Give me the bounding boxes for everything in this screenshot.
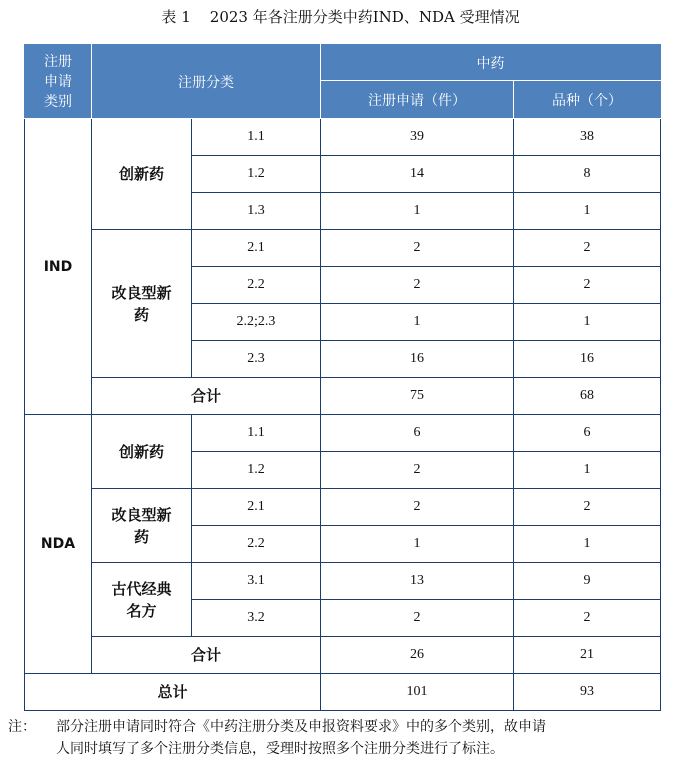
- apps-cell: 1: [321, 193, 514, 230]
- varieties-cell: 16: [514, 341, 661, 378]
- varieties-cell: 2: [514, 230, 661, 267]
- varieties-cell: 1: [514, 193, 661, 230]
- subtotal-row: [25, 378, 661, 415]
- apps-cell: 2: [321, 230, 514, 267]
- category-nda: NDA: [25, 415, 92, 674]
- apps-cell: 2: [321, 489, 514, 526]
- subtotal-label: 合计: [92, 378, 321, 415]
- code-cell: 1.1: [192, 415, 321, 452]
- subtotal-apps: 26: [321, 637, 514, 674]
- varieties-cell: 2: [514, 600, 661, 637]
- varieties-cell: 38: [514, 119, 661, 156]
- table-row: [25, 415, 661, 452]
- total-apps: 101: [321, 674, 514, 711]
- apps-cell: 14: [321, 156, 514, 193]
- code-cell: 3.2: [192, 600, 321, 637]
- code-cell: 2.2: [192, 267, 321, 304]
- table-row: [25, 119, 661, 156]
- code-cell: 1.3: [192, 193, 321, 230]
- varieties-cell: 8: [514, 156, 661, 193]
- subtotal-label: 合计: [92, 637, 321, 674]
- total-varieties: 93: [514, 674, 661, 711]
- group-innovative: 创新药: [92, 119, 192, 230]
- code-cell: 2.3: [192, 341, 321, 378]
- group-innovative: 创新药: [92, 415, 192, 489]
- code-cell: 1.2: [192, 156, 321, 193]
- footnote-label: 注：: [8, 719, 36, 735]
- subtotal-varieties: 68: [514, 378, 661, 415]
- apps-cell: 2: [321, 452, 514, 489]
- varieties-cell: 9: [514, 563, 661, 600]
- code-cell: 2.1: [192, 230, 321, 267]
- group-classic-formula: 古代经典 名方: [92, 563, 192, 637]
- footnote-line-2: 人同时填写了多个注册分类信息，受理时按照多个注册分类进行了标注。: [56, 741, 504, 757]
- footnote-line-1: 部分注册申请同时符合《中药注册分类及申报资料要求》中的多个类别，故申请: [56, 719, 546, 735]
- category-ind: IND: [25, 119, 92, 415]
- code-cell: 3.1: [192, 563, 321, 600]
- varieties-cell: 6: [514, 415, 661, 452]
- apps-cell: 16: [321, 341, 514, 378]
- apps-cell: 2: [321, 600, 514, 637]
- varieties-cell: 2: [514, 489, 661, 526]
- apps-cell: 1: [321, 526, 514, 563]
- varieties-cell: 1: [514, 304, 661, 341]
- code-cell: 2.2;2.3: [192, 304, 321, 341]
- header-tcm-group: 中药: [321, 45, 661, 81]
- varieties-cell: 1: [514, 526, 661, 563]
- varieties-cell: 1: [514, 452, 661, 489]
- varieties-cell: 2: [514, 267, 661, 304]
- table-row: [25, 563, 661, 600]
- registration-table: [24, 44, 661, 711]
- header-application-category: 注册 申请 类别: [25, 45, 92, 119]
- subtotal-apps: 75: [321, 378, 514, 415]
- group-improved: 改良型新 药: [92, 230, 192, 378]
- header-applications: 注册申请（件）: [321, 81, 514, 119]
- group-improved: 改良型新 药: [92, 489, 192, 563]
- apps-cell: 13: [321, 563, 514, 600]
- table-row: [25, 489, 661, 526]
- table-row: [25, 230, 661, 267]
- code-cell: 2.1: [192, 489, 321, 526]
- code-cell: 1.1: [192, 119, 321, 156]
- header-registration-class: 注册分类: [92, 45, 321, 119]
- total-label: 总计: [25, 674, 321, 711]
- subtotal-varieties: 21: [514, 637, 661, 674]
- header-varieties: 品种（个）: [514, 81, 661, 119]
- apps-cell: 39: [321, 119, 514, 156]
- apps-cell: 1: [321, 304, 514, 341]
- apps-cell: 2: [321, 267, 514, 304]
- code-cell: 1.2: [192, 452, 321, 489]
- subtotal-row: [25, 637, 661, 674]
- apps-cell: 6: [321, 415, 514, 452]
- table-title: 表 1 2023 年各注册分类中药IND、NDA 受理情况: [161, 8, 520, 26]
- code-cell: 2.2: [192, 526, 321, 563]
- total-row: [25, 674, 661, 711]
